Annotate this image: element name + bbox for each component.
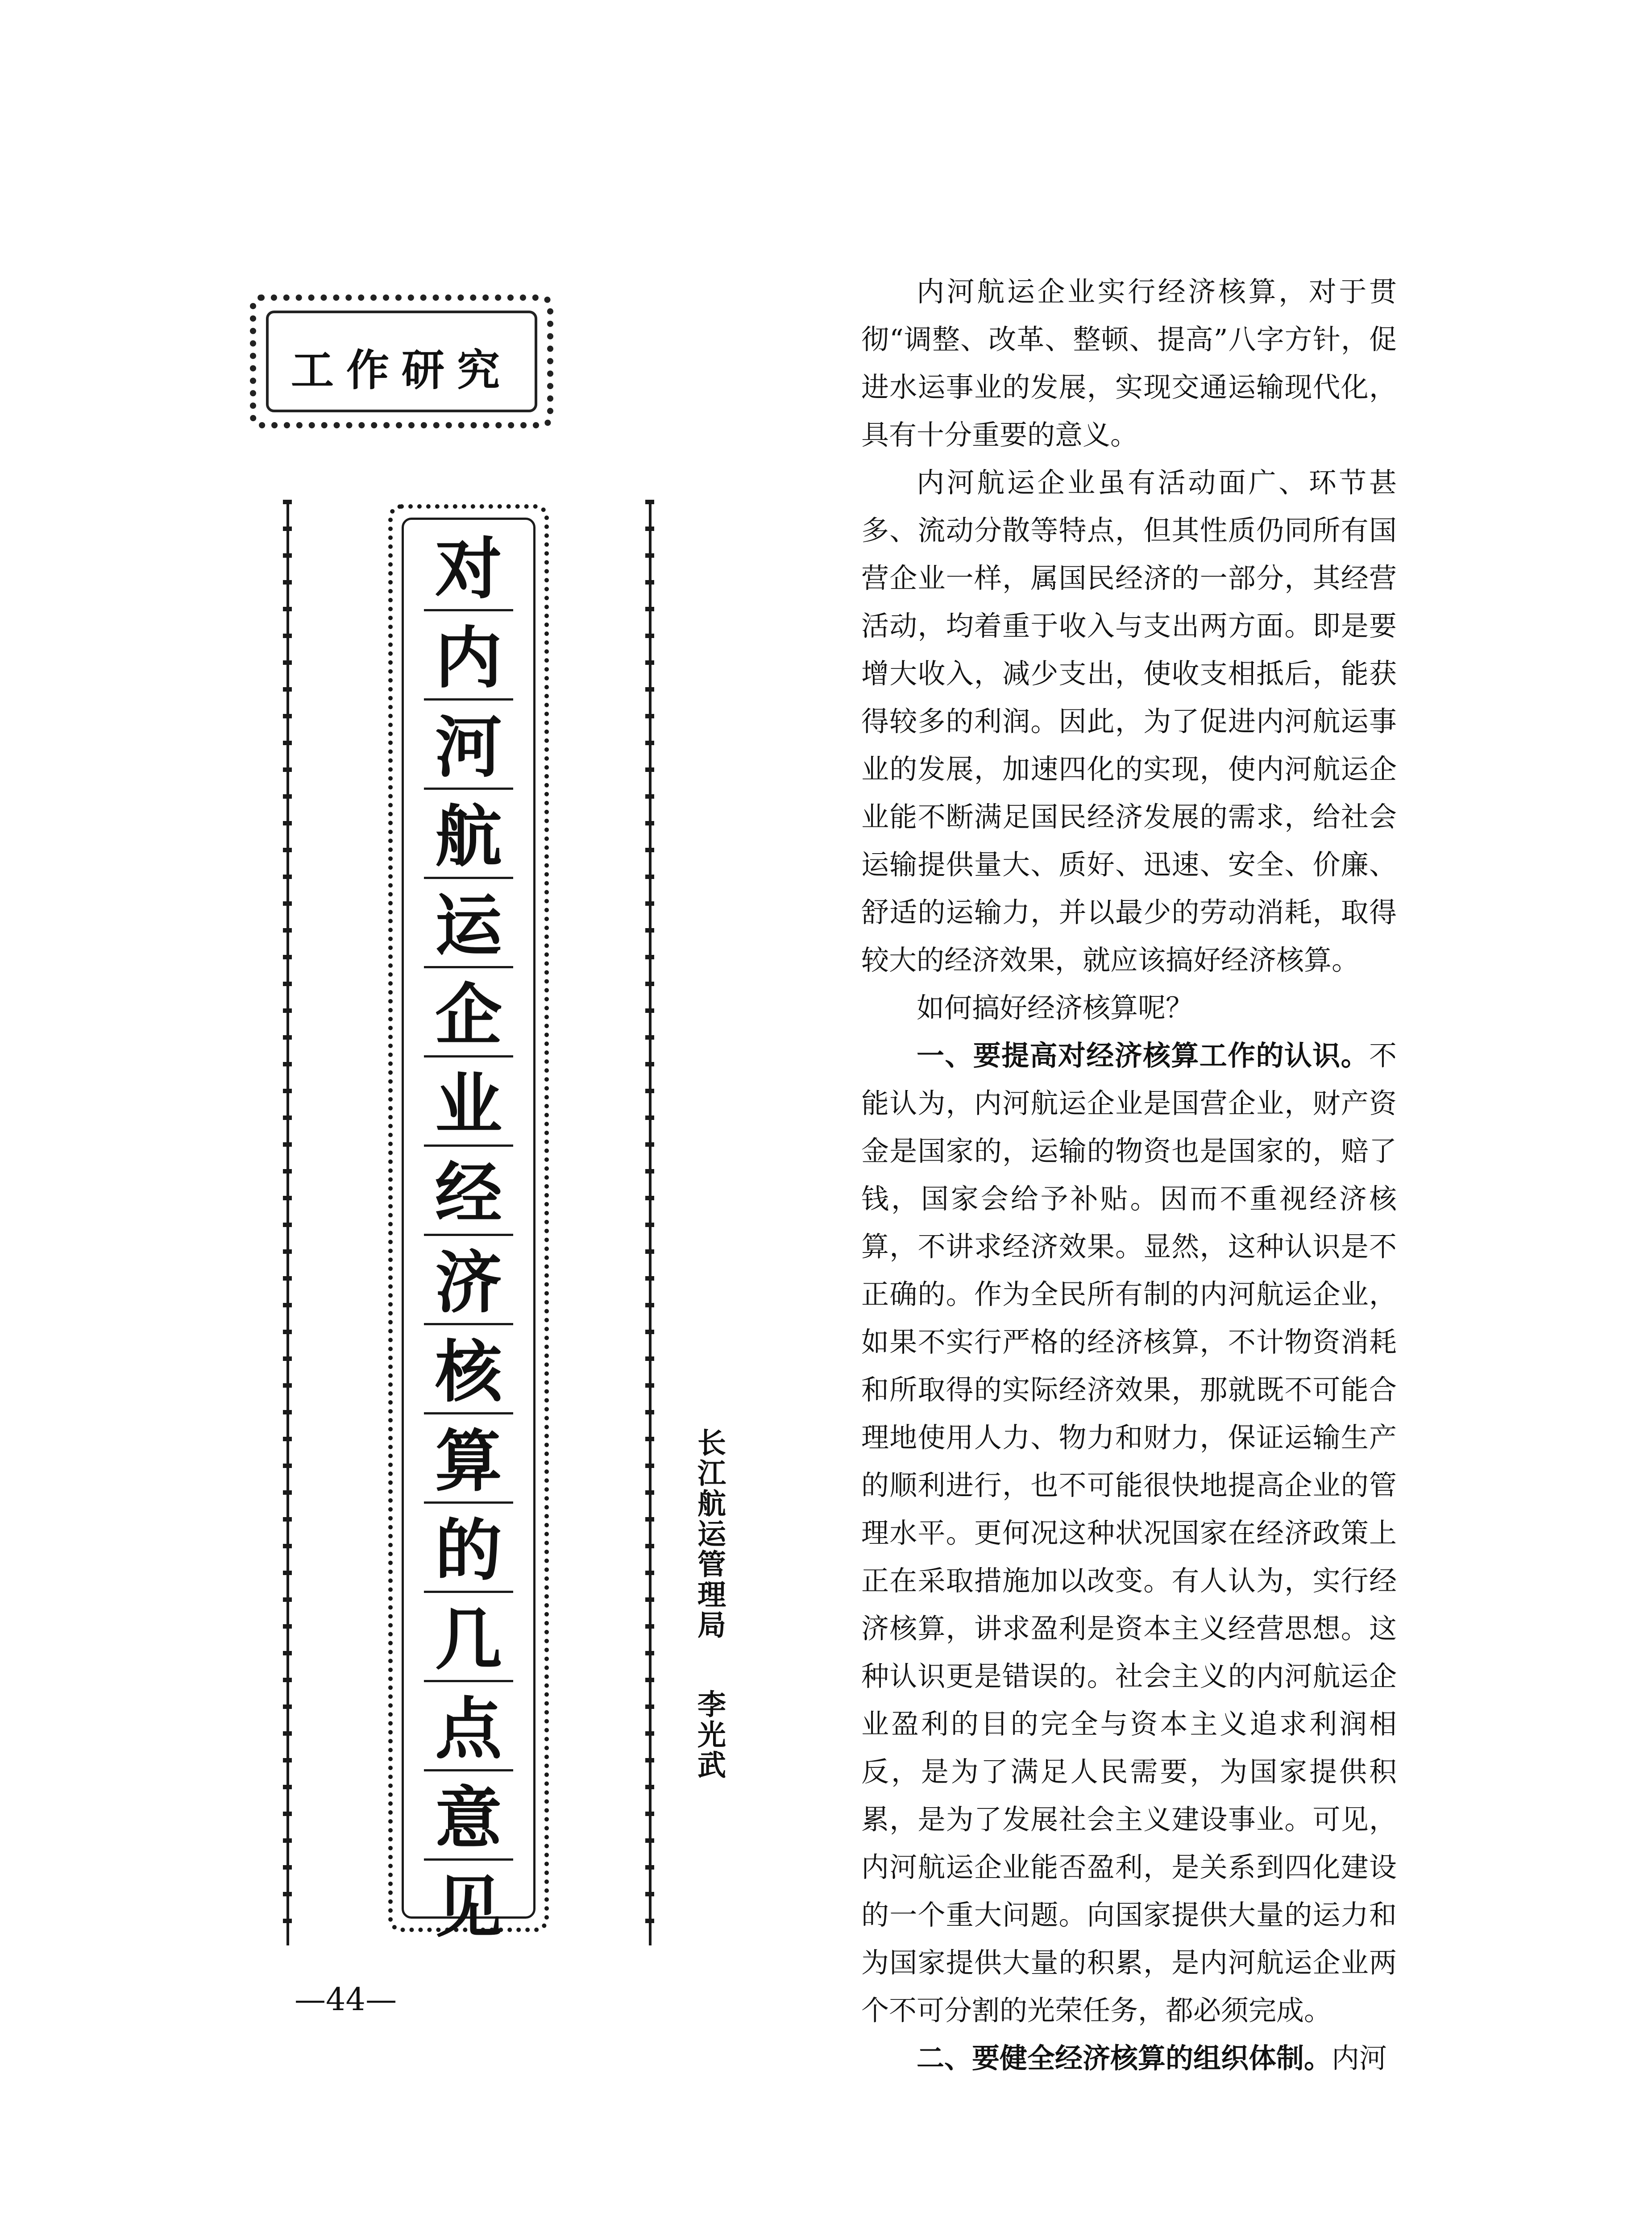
author-organization: 长江航运管理局	[693, 1428, 726, 1640]
article-title-char: 点	[435, 1690, 502, 1768]
title-ornament-separator	[424, 1055, 513, 1057]
article-title-char: 见	[435, 1868, 502, 1947]
article-title-char: 算	[435, 1422, 502, 1501]
article-title-char: 的	[435, 1511, 502, 1590]
title-ornament-separator	[424, 966, 513, 968]
article-body	[861, 268, 1397, 2082]
article-title-char: 经	[435, 1154, 502, 1233]
paragraph-4-heading: 一、要提高对经济核算工作的认识。	[917, 1039, 1369, 1072]
decorative-rule-right	[642, 500, 658, 1945]
paragraph-3: 如何搞好经济核算呢？	[917, 991, 1194, 1024]
article-title-char: 企	[435, 976, 502, 1054]
title-ornament-separator	[424, 1323, 513, 1325]
title-ornament-separator	[424, 1234, 513, 1236]
title-ornament-separator	[424, 698, 513, 701]
paragraph-5-text: 内河	[1332, 2042, 1387, 2074]
article-title-char: 航	[435, 797, 502, 876]
article-title-frame	[388, 504, 549, 1947]
title-ornament-separator	[424, 1501, 513, 1504]
article-title-char: 对	[435, 530, 502, 608]
paragraph-5	[861, 2034, 1397, 2082]
page-number: —44—	[295, 1981, 397, 2018]
title-ornament-separator	[424, 1591, 513, 1593]
decorative-rule-left	[279, 500, 295, 1945]
title-ornament-separator	[424, 877, 513, 879]
title-ornament-separator	[424, 788, 513, 790]
section-title: 工作研究	[291, 345, 512, 395]
paragraph-5-heading: 二、要健全经济核算的组织体制。	[917, 2042, 1332, 2074]
paragraph-4	[861, 1032, 1397, 2034]
title-ornament-separator	[424, 609, 513, 611]
article-title-char: 河	[435, 708, 502, 787]
author-name: 李光武	[693, 1689, 726, 1780]
article-author	[685, 1428, 725, 1780]
article-title-char: 运	[435, 887, 502, 965]
article-title-char: 意	[435, 1779, 502, 1858]
article-title-char: 几	[435, 1601, 502, 1679]
paragraph-4-text: 不能认为，内河航运企业是国营企业，财产资金是国家的，运输的物资也是国家的，赔了钱，国家会给予补贴。因而不重视经济核算，不讲求经济效果。显然，这种认识是不正确的。作为全民所有制的内河航运企业，如果不实行严格的经济核算，不计物资消耗和所取得的实际经济效果，那就既不可能合理地使用人力、物力和财力，保证运输生产的顺利进行，也不可能很快地提高企业的管理水平。更何况这种状况国家在经济政策上正在采取措施加以改变。有人认为，实行经济核算，讲求盈利是资本主义经营思想。这种认识更是错误的。社会主义的内河航运企业盈利的目的完全与资本主义追求利润相反，是为了满足人民需要，为国家提供积累，是为了发展社会主义建设事业。可见，内河航运企业能否盈利，是关系到四化建设的一个重大问题。向国家提供大量的运力和为国家提供大量的积累，是内河航运企业两个不可分割的光荣任务，都必须完成。	[861, 1039, 1397, 2027]
paragraph-2: 内河航运企业虽有活动面广、环节甚多、流动分散等特点，但其性质仍同所有国营企业一样，属国民经济的一部分，其经营活动，均着重于收入与支出两方面。即是要增大收入，减少支出，使收支相抵后，能获得较多的利润。因此，为了促进内河航运事业的发展，加速四化的实现，使内河航运企业能不断满足国民经济发展的需求，给社会运输提供量大、质好、迅速、安全、价廉、舒适的运输力，并以最少的劳动消耗，取得较大的经济效果，就应该搞好经济核算。	[861, 466, 1397, 976]
title-ornament-separator	[424, 1858, 513, 1861]
article-title-char: 业	[435, 1065, 502, 1144]
article-title-char: 内	[435, 619, 502, 697]
title-ornament-separator	[424, 1145, 513, 1147]
title-ornament-separator	[424, 1769, 513, 1771]
article-title	[393, 530, 544, 1961]
article-title-char: 核	[435, 1333, 502, 1411]
title-ornament-separator	[424, 1680, 513, 1682]
article-title-char: 济	[435, 1244, 502, 1322]
section-heading-box	[250, 294, 553, 428]
paragraph-1: 内河航运企业实行经济核算，对于贯彻“调整、改革、整顿、提高”八字方针，促进水运事业的发展，实现交通运输现代化，具有十分重要的意义。	[861, 275, 1397, 451]
title-ornament-separator	[424, 1412, 513, 1414]
